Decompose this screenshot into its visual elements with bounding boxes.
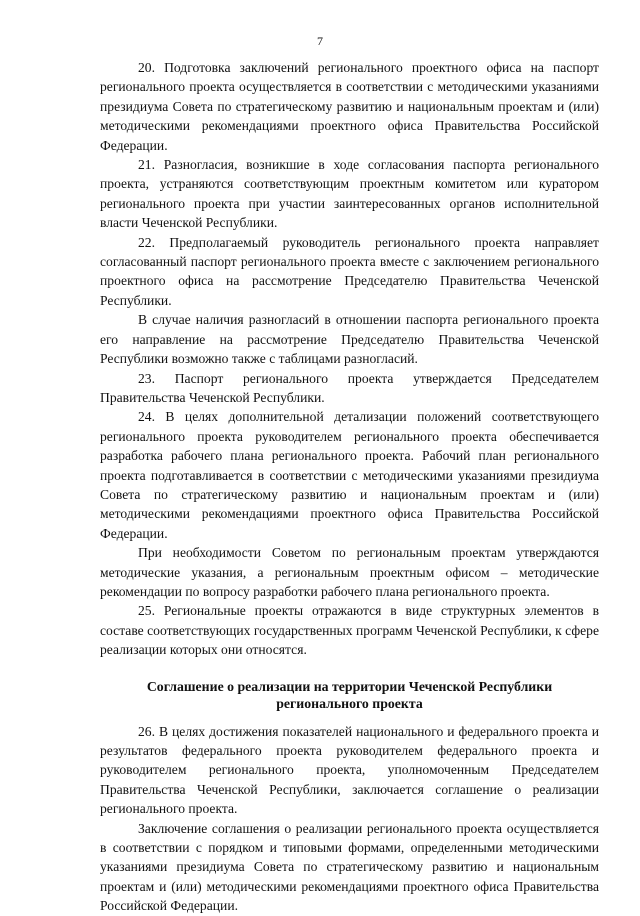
paragraph-item-21: 21. Разногласия, возникшие в ходе согласования паспорта регионального проекта, устраняются соответствующим проектным комитетом или куратором регионального проекта при участии заинтересованных органов исполнительной власти Чеченской Республики. <box>100 157 599 231</box>
paragraph-item-24: 24. В целях дополнительной детализации положений соответствующего регионального проекта руководителем регионального проекта обеспечивается разработка рабочего плана регионального проекта. Рабочий план регионального проекта подготавливается в соответствии с методическими указаниями президиума Совета по стратегическому развитию и национальным проектам и (или) методическими рекомендациями проектного офиса Правительства Российской Федерации. <box>100 409 599 541</box>
paragraph-item-25: 25. Региональные проекты отражаются в виде структурных элементов в составе соответствующих государственных программ Чеченской Республики, к сфере реализации которых они относятся. <box>100 603 599 658</box>
paragraph-disagreements: В случае наличия разногласий в отношении паспорта регионального проекта его направление на рассмотрение Председателю Правительства Чеченской Республики возможно также с таблицами разногласий. <box>100 312 599 367</box>
document-body <box>100 58 599 916</box>
page-number: 7 <box>317 34 323 48</box>
paragraph-item-26: 26. В целях достижения показателей национального и федерального проекта и результатов федерального проекта руководителем федерального проекта и руководителем регионального проекта, уполномоченным Председателем Правительства Чеченской Республики, заключается соглашение о реализации регионального проекта. <box>100 723 599 817</box>
paragraph-item-23: 23. Паспорт регионального проекта утверждается Председателем Правительства Чеченской Республики. <box>100 370 599 405</box>
paragraph-agreement-conclusion: Заключение соглашения о реализации регионального проекта осуществляется в соответствии с порядком и типовыми формами, определенными методическими указаниями президиума Совета по стратегическому развитию и национальным проектам и (или) методическими рекомендациями проектного офиса Правительства Российской Федерации. <box>100 820 599 914</box>
paragraph-methodical-guidance: При необходимости Советом по региональным проектам утверждаются методические указания, а региональным проектным офисом – методические рекомендации по вопросу разработки рабочего плана регионального проекта. <box>100 545 599 599</box>
paragraph-item-20: 20. Подготовка заключений регионального проектного офиса на паспорт регионального проекта осуществляется в соответствии с методическими указаниями президиума Совета по стратегическому развитию и национальным проектам и (или) методическими рекомендациями проектного офиса Правительства Российской Федерации. <box>100 60 599 153</box>
paragraph-item-22: 22. Предполагаемый руководитель регионального проекта направляет согласованный паспорт регионального проекта вместе с заключением регионального проектного офиса на рассмотрение Председателю Правительства Чеченской Республики. <box>100 234 599 308</box>
section-heading: Соглашение о реализации на территории Чеченской Республики регионального проекта <box>146 678 553 711</box>
